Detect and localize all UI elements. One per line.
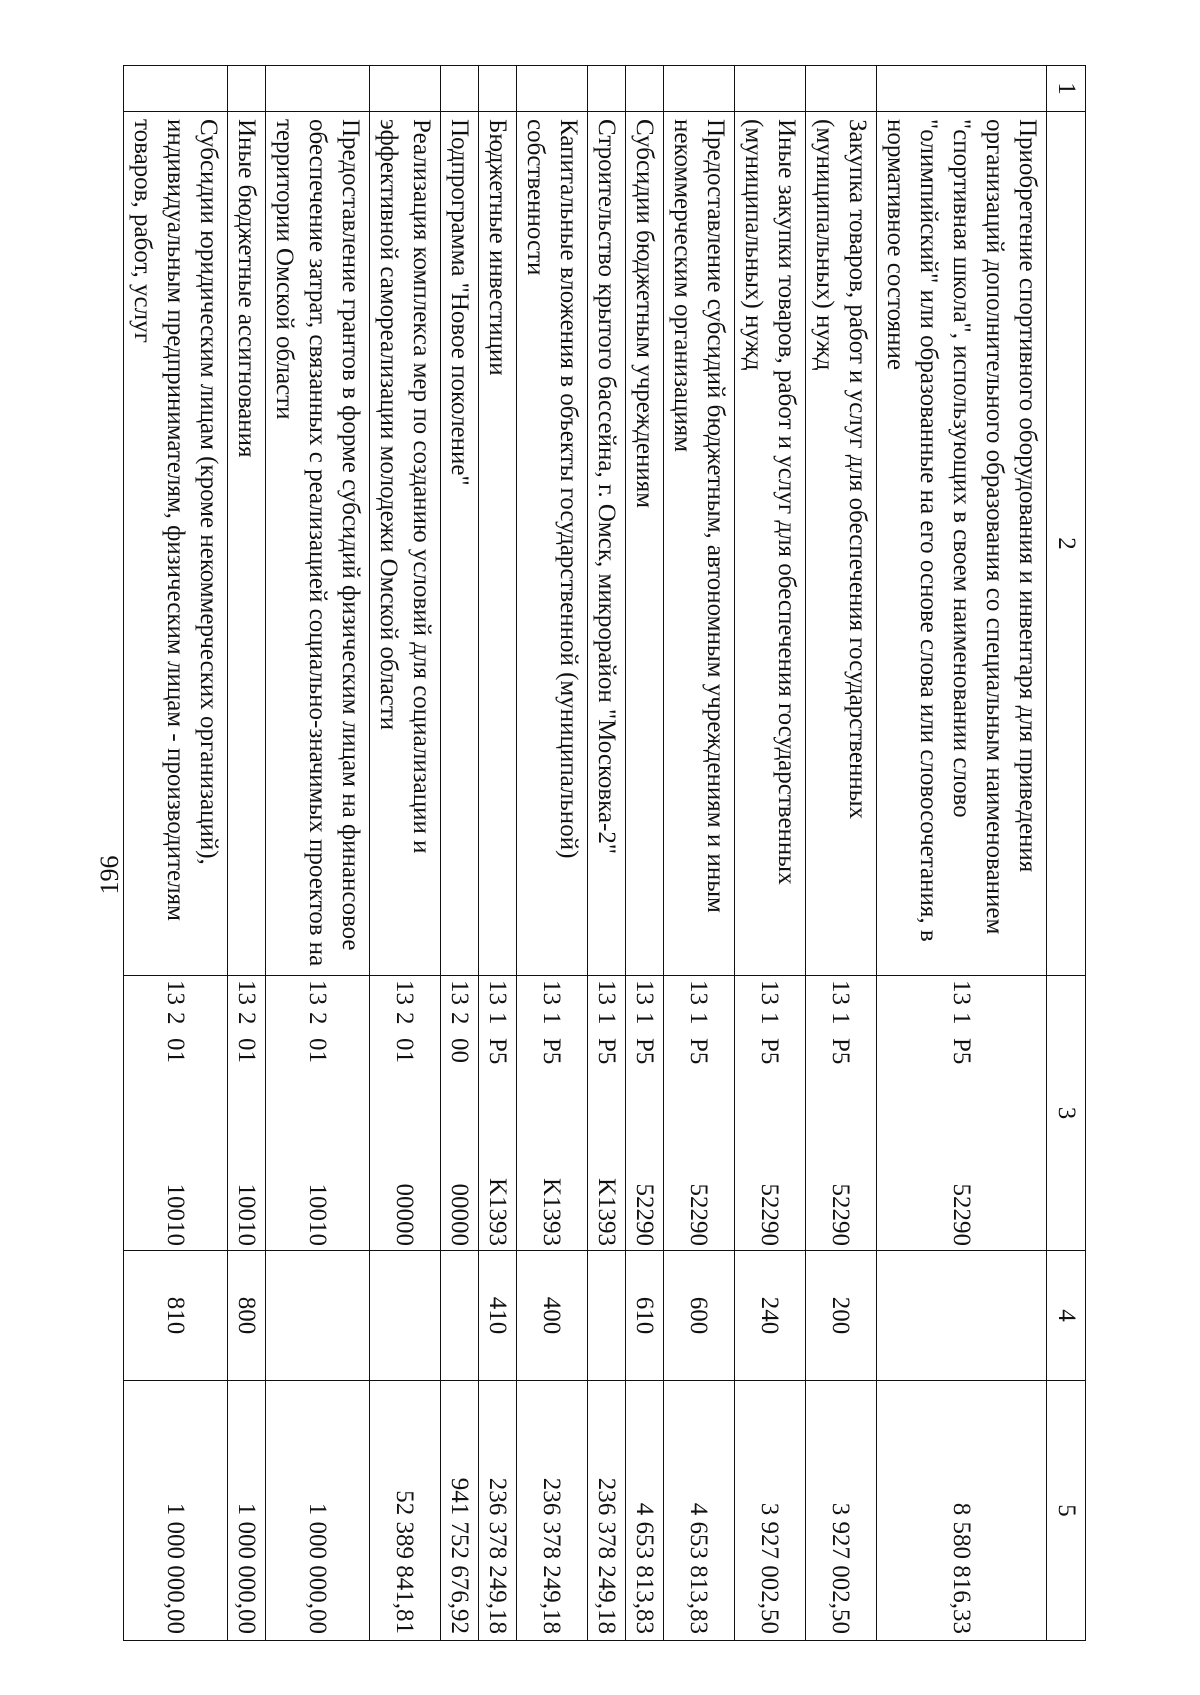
amount-cell: 8 580 816,33 — [877, 1381, 1047, 1641]
target-code-cell — [124, 976, 228, 1251]
table-row — [124, 66, 228, 1641]
item-name-cell: Приобретение спортивного оборудования и инвентаря для приведения организаций дополнительного образования со специальным наименованием "спортивная школа", использующих в своем наименовании слово "олимпийский" или образованные на его основе слова или словосочетания, в нормативное состояние — [877, 112, 1047, 976]
expense-type-cell: 200 — [806, 1251, 877, 1381]
row-number-cell — [228, 66, 266, 112]
expense-type-cell — [588, 1251, 626, 1381]
target-code — [754, 980, 787, 1246]
amount-cell: 3 927 002,50 — [806, 1381, 877, 1641]
target-code — [301, 980, 334, 1246]
expense-type-cell — [877, 1251, 1047, 1381]
amount-cell: 1 000 000,00 — [124, 1381, 228, 1641]
code-part-1: 13 — [391, 980, 419, 1005]
target-code-cell — [266, 976, 370, 1251]
code-part-1: 13 — [446, 980, 473, 1005]
code-part-3: 01 — [162, 1038, 189, 1063]
item-name-cell: Иные закупки товаров, работ и услуг для обеспечения государственных (муниципальных) нужд — [735, 112, 806, 976]
code-part-4: 00000 — [446, 1183, 473, 1246]
amount-cell: 941 752 676,92 — [441, 1381, 479, 1641]
header-col-3: 3 — [1047, 976, 1086, 1251]
row-number-cell — [124, 66, 228, 112]
table-row — [626, 66, 664, 1641]
item-name-cell: Реализация комплекса мер по созданию условий для социализации и эффективной самореализации молодежи Омской области — [370, 112, 441, 976]
row-number-cell — [626, 66, 664, 112]
code-part-2: 2 — [446, 1012, 473, 1025]
code-part-4: K1393 — [593, 1177, 620, 1246]
code-part-4: 52290 — [685, 1183, 713, 1246]
table-row — [266, 66, 370, 1641]
page-number: 196 — [95, 855, 124, 895]
amount-cell: 4 653 813,83 — [626, 1381, 664, 1641]
table-row — [806, 66, 877, 1641]
expense-type-cell: 610 — [626, 1251, 664, 1381]
code-part-1: 13 — [233, 980, 260, 1005]
header-row — [1047, 66, 1086, 1641]
target-code — [825, 980, 858, 1246]
amount-cell: 236 378 249,18 — [588, 1381, 626, 1641]
code-part-1: 13 — [827, 980, 855, 1005]
row-number-cell — [806, 66, 877, 112]
code-part-4: 52290 — [827, 1183, 855, 1246]
row-number-cell — [588, 66, 626, 112]
header-col-1: 1 — [1047, 66, 1086, 112]
target-code-cell — [735, 976, 806, 1251]
expense-type-cell: 400 — [517, 1251, 588, 1381]
code-part-3: P5 — [948, 1038, 975, 1065]
target-code — [945, 980, 978, 1246]
table-row — [370, 66, 441, 1641]
code-part-1: 13 — [948, 980, 975, 1005]
table-row — [517, 66, 588, 1641]
item-name-cell: Субсидии юридическим лицам (кроме некоммерческих организаций), индивидуальным предпринимателям, физическим лицам - производителям товаров, работ, услуг — [124, 112, 228, 976]
code-part-3: 00 — [446, 1038, 473, 1063]
target-code — [230, 980, 263, 1246]
code-part-2: 1 — [756, 1012, 784, 1025]
amount-cell: 1 000 000,00 — [228, 1381, 266, 1641]
table-row — [479, 66, 517, 1641]
item-name-cell: Закупка товаров, работ и услуг для обеспечения государственных (муниципальных) нужд — [806, 112, 877, 976]
code-part-3: P5 — [685, 1038, 713, 1065]
code-part-3: P5 — [484, 1038, 511, 1065]
code-part-2: 2 — [391, 1012, 419, 1025]
target-code-cell — [806, 976, 877, 1251]
target-code-cell — [441, 976, 479, 1251]
item-name-cell: Субсидии бюджетным учреждениям — [626, 112, 664, 976]
amount-cell: 1 000 000,00 — [266, 1381, 370, 1641]
item-name-cell: Капитальные вложения в объекты государственной (муниципальной) собственности — [517, 112, 588, 976]
code-part-1: 13 — [593, 980, 620, 1005]
code-part-2: 1 — [593, 1012, 620, 1025]
code-part-4: K1393 — [538, 1177, 566, 1246]
item-name-cell: Бюджетные инвестиции — [479, 112, 517, 976]
expense-type-cell: 240 — [735, 1251, 806, 1381]
code-part-3: P5 — [756, 1038, 784, 1065]
item-name-cell: Подпрограмма "Новое поколение" — [441, 112, 479, 976]
table-row — [877, 66, 1047, 1641]
code-part-2: 1 — [538, 1012, 566, 1025]
row-number-cell — [877, 66, 1047, 112]
target-code-cell — [370, 976, 441, 1251]
code-part-1: 13 — [538, 980, 566, 1005]
target-code — [683, 980, 716, 1246]
code-part-4: 10010 — [162, 1183, 189, 1246]
code-part-4: 10010 — [304, 1183, 331, 1246]
code-part-1: 13 — [304, 980, 331, 1005]
code-part-4: 10010 — [233, 1183, 260, 1246]
code-part-1: 13 — [631, 980, 658, 1005]
item-name-cell: Предоставление грантов в форме субсидий физическим лицам на финансовое обеспечение затрат, связанных с реализацией социально-значимых проектов на территории Омской области — [266, 112, 370, 976]
code-part-2: 1 — [827, 1012, 855, 1025]
target-code — [590, 980, 623, 1246]
code-part-2: 1 — [948, 1012, 975, 1025]
amount-cell: 52 389 841,81 — [370, 1381, 441, 1641]
code-part-3: P5 — [593, 1038, 620, 1065]
code-part-2: 2 — [304, 1012, 331, 1025]
code-part-4: 00000 — [391, 1183, 419, 1246]
row-number-cell — [441, 66, 479, 112]
item-name-cell: Иные бюджетные ассигнования — [228, 112, 266, 976]
code-part-3: 01 — [304, 1038, 331, 1063]
row-number-cell — [370, 66, 441, 112]
target-code-cell — [479, 976, 517, 1251]
code-part-1: 13 — [484, 980, 511, 1005]
code-part-4: K1393 — [484, 1177, 511, 1246]
item-name-cell: Предоставление субсидий бюджетным, автономным учреждениям и иным некоммерческим организациям — [664, 112, 735, 976]
target-code — [628, 980, 661, 1246]
code-part-1: 13 — [685, 980, 713, 1005]
code-part-4: 52290 — [756, 1183, 784, 1246]
expense-type-cell — [266, 1251, 370, 1381]
code-part-3: 01 — [233, 1038, 260, 1063]
table-row — [228, 66, 266, 1641]
target-code-cell — [664, 976, 735, 1251]
table-row — [735, 66, 806, 1641]
code-part-2: 2 — [233, 1012, 260, 1025]
code-part-3: P5 — [538, 1038, 566, 1065]
target-code-cell — [517, 976, 588, 1251]
budget-table — [123, 65, 1086, 1641]
target-code — [481, 980, 514, 1246]
row-number-cell — [664, 66, 735, 112]
code-part-3: 01 — [391, 1038, 419, 1063]
header-col-5: 5 — [1047, 1381, 1086, 1641]
target-code-cell — [228, 976, 266, 1251]
row-number-cell — [266, 66, 370, 112]
table-row — [441, 66, 479, 1641]
code-part-2: 1 — [631, 1012, 658, 1025]
row-number-cell — [735, 66, 806, 112]
rotated-table-container — [116, 65, 1086, 1640]
code-part-4: 52290 — [948, 1183, 975, 1246]
amount-cell: 236 378 249,18 — [479, 1381, 517, 1641]
amount-cell: 236 378 249,18 — [517, 1381, 588, 1641]
code-part-3: P5 — [827, 1038, 855, 1065]
target-code-cell — [626, 976, 664, 1251]
table-row — [664, 66, 735, 1641]
expense-type-cell: 810 — [124, 1251, 228, 1381]
target-code — [389, 980, 422, 1246]
expense-type-cell: 600 — [664, 1251, 735, 1381]
row-number-cell — [479, 66, 517, 112]
code-part-1: 13 — [756, 980, 784, 1005]
row-number-cell — [517, 66, 588, 112]
header-col-2: 2 — [1047, 112, 1086, 976]
table-row — [588, 66, 626, 1641]
code-part-1: 13 — [162, 980, 189, 1005]
target-code — [159, 980, 192, 1246]
target-code — [536, 980, 569, 1246]
code-part-4: 52290 — [631, 1183, 658, 1246]
target-code — [443, 980, 476, 1246]
expense-type-cell — [441, 1251, 479, 1381]
target-code-cell — [588, 976, 626, 1251]
code-part-2: 1 — [685, 1012, 713, 1025]
item-name-cell: Строительство крытого бассейна, г. Омск, микрорайон "Московка-2" — [588, 112, 626, 976]
expense-type-cell: 800 — [228, 1251, 266, 1381]
code-part-2: 1 — [484, 1012, 511, 1025]
amount-cell: 3 927 002,50 — [735, 1381, 806, 1641]
code-part-3: P5 — [631, 1038, 658, 1065]
target-code-cell — [877, 976, 1047, 1251]
expense-type-cell — [370, 1251, 441, 1381]
table-body — [124, 66, 1086, 1641]
amount-cell: 4 653 813,83 — [664, 1381, 735, 1641]
code-part-2: 2 — [162, 1012, 189, 1025]
expense-type-cell: 410 — [479, 1251, 517, 1381]
header-col-4: 4 — [1047, 1251, 1086, 1381]
